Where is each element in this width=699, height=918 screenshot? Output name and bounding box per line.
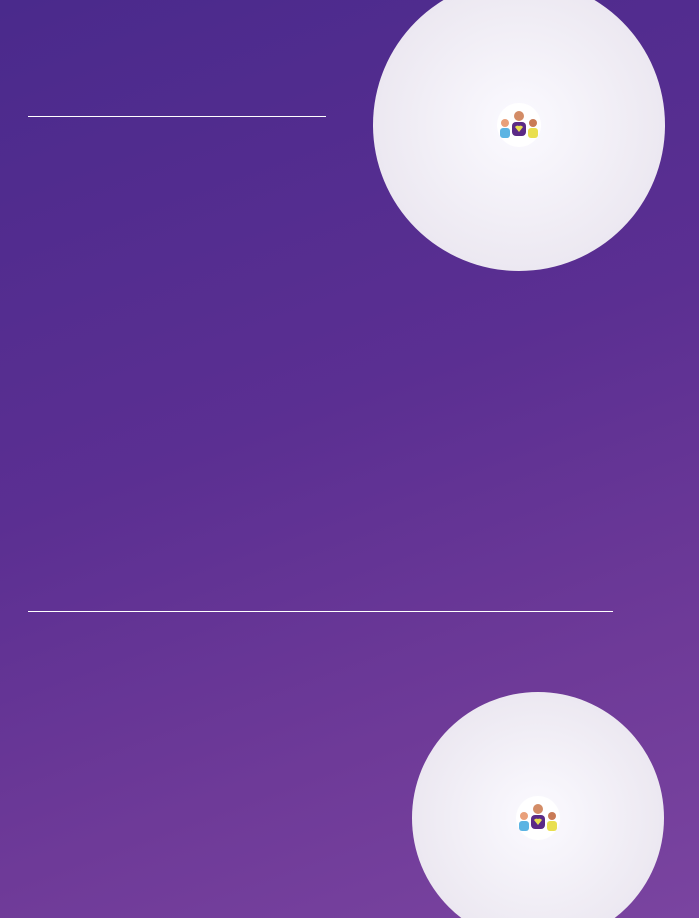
title-underline: [28, 116, 326, 117]
section-casos-paliativos: [28, 774, 388, 778]
team-wheel-paliativos: [412, 690, 699, 918]
team-wheel-hospicio: [362, 0, 699, 280]
team-people-icon: [516, 796, 560, 840]
team-people-icon: [497, 103, 541, 147]
section-enfermero-paliativos: [28, 711, 388, 715]
title-underline: [28, 611, 613, 612]
